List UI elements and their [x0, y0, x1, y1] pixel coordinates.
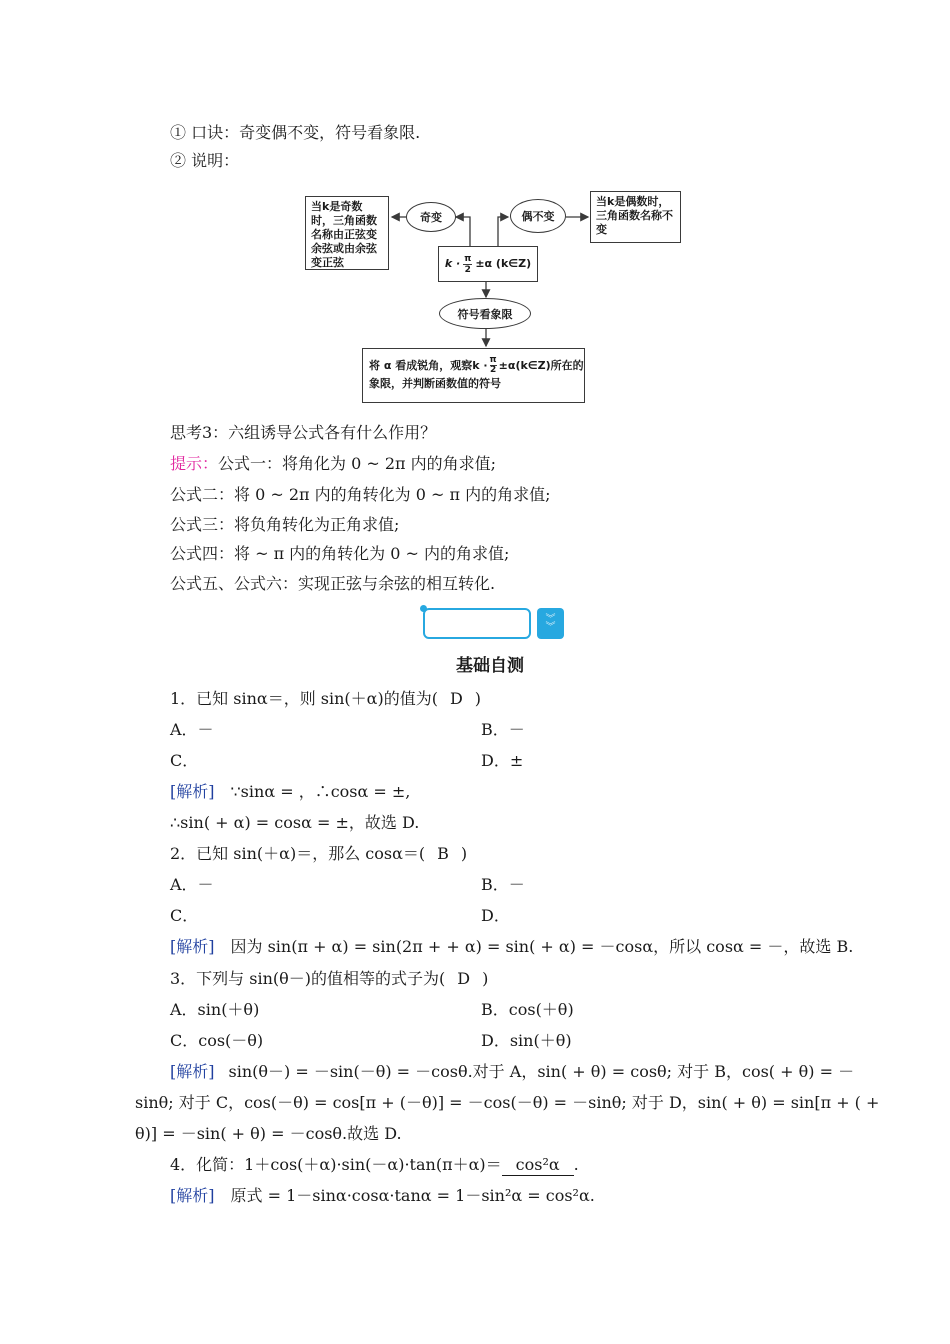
q2-close: ) — [460, 844, 468, 863]
q2-answer: B — [437, 844, 449, 863]
banner-frame — [423, 608, 531, 639]
q2-stem-text: 2．已知 sin(＋α)＝，那么 cosα＝( — [170, 844, 426, 863]
q1-option-b: B．－ — [481, 720, 525, 739]
q1-stem-text: 1．已知 sinα＝，则 sin(＋α)的值为( — [170, 689, 438, 708]
formula-rest: ±α (k∈Z) — [475, 257, 532, 270]
q1-close: ) — [474, 689, 482, 708]
q3-close: ) — [482, 969, 489, 988]
q2-option-b: B．－ — [481, 875, 525, 894]
hint-text-1: 公式一：将角化为 0 ~ 2π 内的角求值; — [218, 454, 497, 473]
q2-solution-text-1: 因为 sin(π + α) = sin(2π + + α) = sin( + α) = －cosα，所以 cosα = －，故选 B. — [230, 937, 854, 956]
q2-solution-1 — [170, 937, 853, 957]
odd-note-box: 当k是奇数时，三角函数名称由正弦变余弦或由余弦变正弦 — [305, 196, 389, 270]
q3-option-c: C．cos(－θ) — [170, 1031, 264, 1050]
hint-line-1 — [170, 454, 496, 474]
q1-option-a: A．－ — [170, 720, 214, 739]
q2-solution-label: [解析] — [170, 937, 215, 956]
q3-option-a: A．sin(＋θ) — [170, 1000, 260, 1019]
sign-rule-box — [362, 348, 585, 403]
rhyme-line: ① 口诀：奇变偶不变，符号看象限. — [170, 123, 421, 142]
hint-label: 提示： — [170, 454, 219, 473]
q4-stem-text: 4．化简：1＋cos(＋α)·sin(－α)·tan(π＋α)＝ — [170, 1155, 502, 1174]
chevron-down-icon: ︾ ︾ — [537, 608, 564, 639]
q3-option-d: D．sin(＋θ) — [481, 1031, 572, 1050]
q4-answer-blank: cos²α — [502, 1155, 574, 1176]
q2-stem — [170, 844, 467, 864]
q4-end: . — [573, 1155, 579, 1174]
q1-solution-1 — [170, 782, 410, 802]
hint-line-2: 公式二：将 0 ~ 2π 内的角转化为 0 ~ π 内的角求值; — [170, 485, 551, 504]
hint-line-3: 公式三：将负角转化为正角求值; — [170, 515, 400, 534]
q4-stem — [170, 1155, 579, 1176]
sign-quadrant-oval: 符号看象限 — [439, 298, 531, 329]
q3-solution-2: sinθ; 对于 C，cos(－θ) = cos[π + (－θ)] = －cos(－θ) = －sinθ; 对于 D，sin( + θ) = sin[π + ( + — [135, 1093, 880, 1112]
hint-line-5: 公式五、公式六：实现正弦与余弦的相互转化. — [170, 574, 496, 593]
section-title: 基础自测 — [456, 656, 524, 676]
q3-stem — [170, 969, 488, 989]
even-note-box: 当k是偶数时，三角函数名称不变 — [590, 191, 681, 243]
q3-solution-3: θ)] = －sin( + θ) = －cosθ.故选 D. — [135, 1124, 402, 1143]
q1-stem — [170, 689, 481, 709]
q3-solution-1 — [170, 1062, 854, 1082]
pi-over-2 — [463, 254, 472, 275]
q1-option-c: C． — [170, 751, 199, 770]
q4-solution-1 — [170, 1186, 595, 1206]
q3-option-b: B．cos(＋θ) — [481, 1000, 574, 1019]
rule-text-a: 将 α 看成锐角，观察k · — [369, 358, 488, 372]
odd-change-oval: 奇变 — [406, 202, 456, 232]
rule-text-b: ±α(k∈Z)所在的 — [498, 358, 584, 372]
q2-option-c: C． — [170, 906, 199, 925]
q3-solution-text-1: sin(θ－) = －sin(－θ) = －cosθ.对于 A，sin( + θ) = cosθ; 对于 B，cos( + θ) = － — [228, 1062, 855, 1081]
frac-num: π — [464, 253, 472, 264]
rule-text-c: 象限，并判断函数值的符号 — [369, 377, 501, 390]
q3-stem-text: 3．下列与 sin(θ－)的值相等的式子为( — [170, 969, 446, 988]
q1-solution-2: ∴sin( + α) = cosα = ±，故选 D. — [170, 813, 420, 832]
rule-pi-over-2 — [490, 356, 497, 375]
q1-solution-label: [解析] — [170, 782, 215, 801]
q2-option-a: A．－ — [170, 875, 214, 894]
hint-line-4: 公式四：将 ~ π 内的角转化为 0 ~ 内的角求值; — [170, 544, 510, 563]
angle-formula-box — [438, 246, 538, 282]
rule-frac-num: π — [489, 355, 497, 365]
think-title: 思考3：六组诱导公式各有什么作用？ — [170, 423, 437, 442]
formula-k: k · — [444, 257, 461, 270]
frac-den: 2 — [464, 264, 471, 275]
q1-answer: D — [449, 689, 463, 708]
q4-solution-label: [解析] — [170, 1186, 215, 1205]
q3-solution-label: [解析] — [170, 1062, 215, 1081]
q2-option-d: D． — [481, 906, 510, 925]
explain-line: ② 说明： — [170, 151, 240, 170]
q4-solution-text-1: 原式 = 1－sinα·cosα·tanα = 1－sin²α = cos²α. — [230, 1186, 595, 1205]
q1-solution-text-1: ∵sinα = ，∴cosα = ±, — [230, 782, 411, 801]
q3-answer: D — [457, 969, 471, 988]
rule-frac-den: 2 — [489, 365, 497, 375]
even-unchanged-oval: 偶不变 — [510, 199, 566, 233]
q1-option-d: D．± — [481, 751, 524, 770]
